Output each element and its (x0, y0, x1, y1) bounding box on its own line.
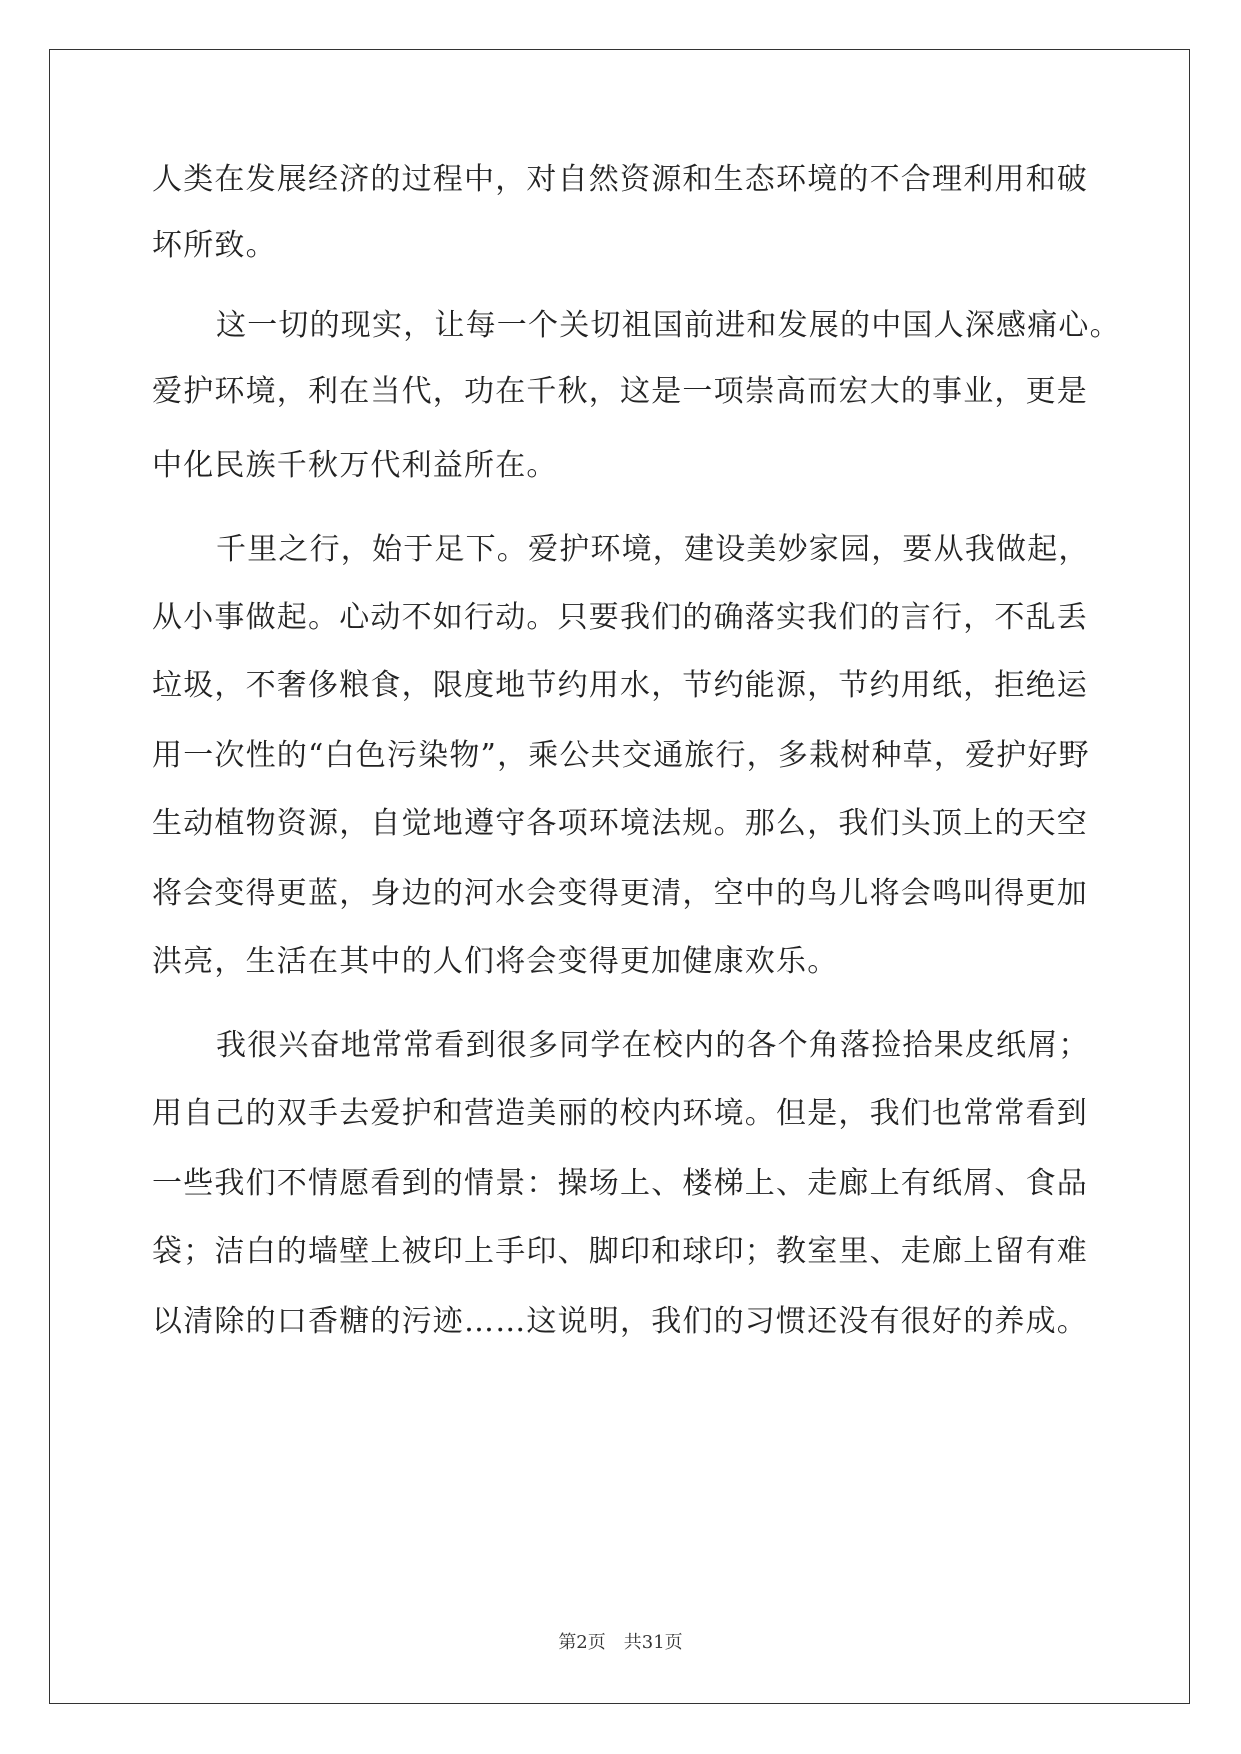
text-line: 坏所致。 (152, 228, 277, 263)
text-line: 袋；洁白的墙壁上被印上手印、脚印和球印；教室里、走廊上留有难 (152, 1234, 1088, 1269)
page-number: 第2页 (558, 1632, 606, 1653)
text-line: 中化民族千秋万代利益所在。 (152, 448, 558, 483)
text-line: 用自己的双手去爱护和营造美丽的校内环境。但是，我们也常常看到 (152, 1096, 1088, 1131)
text-line: 千里之行，始于足下。爱护环境，建设美妙家园，要从我做起， (216, 532, 1090, 567)
text-line: 这一切的现实，让每一个关切祖国前进和发展的中国人深感痛心。 (216, 308, 1121, 343)
text-line: 我很兴奋地常常看到很多同学在校内的各个角落捡拾果皮纸屑； (216, 1028, 1090, 1063)
text-line: 生动植物资源，自觉地遵守各项环境法规。那么，我们头顶上的天空 (152, 806, 1088, 841)
text-line: 从小事做起。心动不如行动。只要我们的确落实我们的言行，不乱丢 (152, 600, 1088, 635)
text-line: 人类在发展经济的过程中，对自然资源和生态环境的不合理利用和破 (152, 162, 1088, 197)
page-total: 共31页 (623, 1632, 683, 1653)
text-line: 用一次性的“白色污染物”，乘公共交通旅行，多栽树种草，爱护好野 (152, 738, 1090, 773)
text-line: 一些我们不情愿看到的情景：操场上、楼梯上、走廊上有纸屑、食品 (152, 1166, 1088, 1201)
text-line: 以清除的口香糖的污迹……这说明，我们的习惯还没有很好的养成。 (152, 1304, 1088, 1339)
page-footer (0, 1628, 1241, 1654)
text-line: 洪亮，生活在其中的人们将会变得更加健康欢乐。 (152, 944, 839, 979)
text-line: 爱护环境，利在当代，功在千秋，这是一项崇高而宏大的事业，更是 (152, 374, 1088, 409)
text-line: 垃圾，不奢侈粮食，限度地节约用水，节约能源，节约用纸，拒绝运 (152, 668, 1088, 703)
text-line: 将会变得更蓝，身边的河水会变得更清，空中的鸟儿将会鸣叫得更加 (152, 876, 1088, 911)
